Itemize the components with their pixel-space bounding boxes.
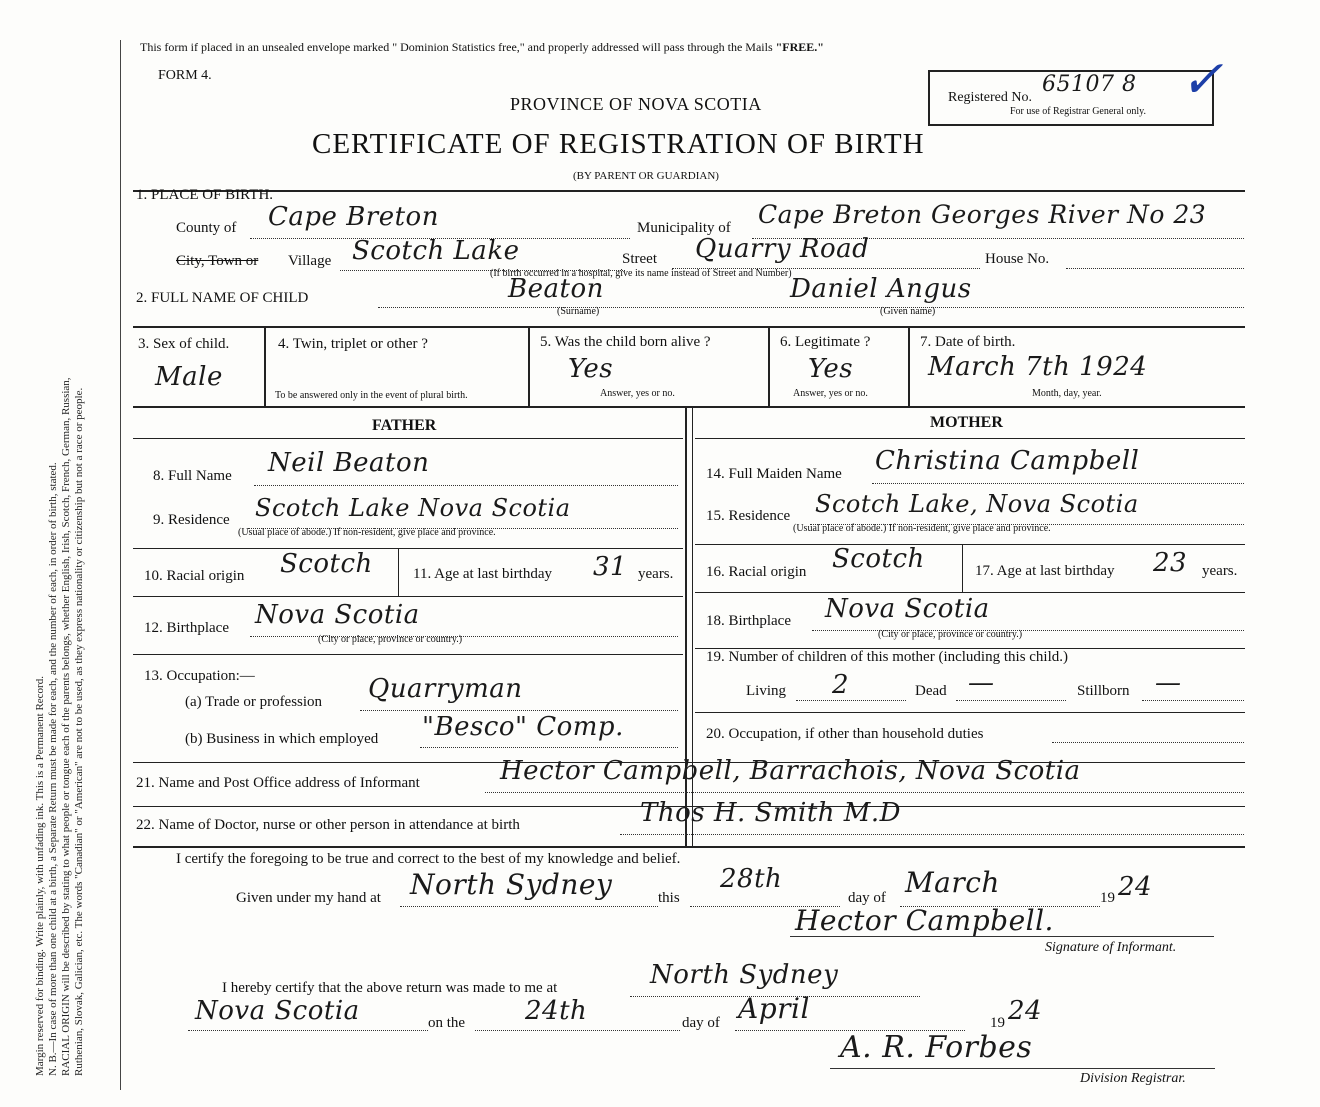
mother-occupation-label: 20. Occupation, if other than household duties	[706, 726, 984, 742]
registrar-on-label: on the	[428, 1015, 466, 1031]
legitimate-value: Yes	[808, 354, 854, 384]
registrar-place-2: Nova Scotia	[195, 996, 360, 1026]
registrar-text: I hereby certify that the above return was made to me at	[222, 980, 558, 996]
margin-line-4: Ruthenian, Slovak, Galician, etc. The words "Canadian" or "American" are not to be used, as they express nationality or citizenship but not a race or people.	[73, 387, 85, 1076]
certify-this-label: this	[658, 890, 680, 906]
street-label: Street	[622, 251, 657, 267]
mother-name-label: 14. Full Maiden Name	[706, 466, 842, 482]
father-residence-label: 9. Residence	[153, 512, 230, 528]
registrar-signature-label: Division Registrar.	[1080, 1071, 1186, 1086]
mother-race-label: 16. Racial origin	[706, 564, 807, 580]
dob-note: Month, day, year.	[1032, 388, 1102, 399]
place-of-birth-label: 1. PLACE OF BIRTH.	[136, 187, 274, 203]
father-age-value: 31	[593, 552, 628, 582]
twin-note: To be answered only in the event of plural birth.	[275, 390, 468, 401]
registrar-year: 24	[1008, 996, 1043, 1026]
mother-age-value: 23	[1153, 548, 1188, 578]
child-surname: Beaton	[508, 274, 604, 304]
child-given-name: Daniel Angus	[790, 274, 972, 304]
hospital-note: (If birth occurred in a hospital, give its name instead of Street and Number)	[490, 268, 792, 279]
stillborn-label: Stillborn	[1077, 683, 1130, 699]
mother-birthplace-value: Nova Scotia	[825, 594, 990, 624]
occupation-label: 13. Occupation:—	[144, 668, 255, 684]
postal-note: This form if placed in an unsealed envelope marked " Dominion Statistics free," and properly addressed will pass through the Mails "FREE."	[140, 40, 824, 54]
mother-age-label: 17. Age at last birthday	[975, 563, 1115, 579]
legitimate-note: Answer, yes or no.	[793, 388, 868, 399]
street-value: Quarry Road	[695, 234, 870, 264]
business-value: "Besco" Comp.	[422, 712, 624, 742]
informant-label: 21. Name and Post Office address of Informant	[136, 775, 420, 791]
mother-birthplace-note: (City or place, province or country.)	[878, 629, 1023, 640]
stillborn-value: —	[1155, 668, 1182, 698]
surname-note: (Surname)	[557, 306, 600, 317]
city-town-label: City, Town or	[176, 253, 259, 269]
check-mark-icon: ✓	[1180, 52, 1224, 109]
informant-value: Hector Campbell, Barrachois, Nova Scotia	[500, 756, 1081, 786]
form-number: FORM 4.	[158, 68, 212, 83]
father-birthplace-label: 12. Birthplace	[144, 620, 229, 636]
registrar-month: April	[738, 992, 810, 1025]
certify-month: March	[905, 866, 1000, 899]
father-race-value: Scotch	[280, 549, 373, 579]
father-name-value: Neil Beaton	[268, 448, 430, 478]
sex-value: Male	[155, 362, 223, 392]
mother-name-value: Christina Campbell	[875, 446, 1140, 476]
municipality-value: Cape Breton Georges River No 23	[758, 200, 1207, 229]
house-number-label: House No.	[985, 251, 1050, 267]
living-value: 2	[832, 670, 850, 700]
certify-year-prefix: 19	[1100, 890, 1115, 906]
margin-line-3: RACIAL ORIGIN will be described by stating to what people or tongue each of the parents belongs, whether English, Irish, Scotch, French, German, Russian,	[60, 377, 72, 1076]
dob-value: March 7th 1924	[928, 352, 1148, 382]
province-heading: PROVINCE OF NOVA SCOTIA	[510, 94, 762, 114]
informant-signature-label: Signature of Informant.	[1045, 940, 1177, 955]
certify-day-of-label: day of	[848, 890, 886, 906]
registrar-note: For use of Registrar General only.	[1010, 106, 1146, 117]
twin-label: 4. Twin, triplet or other ?	[278, 336, 428, 352]
village-value: Scotch Lake	[352, 236, 520, 266]
certify-text: I certify the foregoing to be true and correct to the best of my knowledge and belief.	[176, 851, 681, 867]
mother-race-value: Scotch	[832, 544, 925, 574]
father-residence-note: (Usual place of abode.) If non-resident, give place and province.	[238, 527, 496, 538]
certify-day: 28th	[720, 864, 783, 894]
legitimate-label: 6. Legitimate ?	[780, 334, 871, 350]
given-name-note: (Given name)	[880, 306, 936, 317]
registered-label: Registered No.	[948, 90, 1032, 105]
registered-number-box	[928, 70, 1214, 126]
certify-place: North Sydney	[410, 868, 613, 901]
dead-label: Dead	[915, 683, 947, 699]
registrar-year-prefix: 19	[990, 1015, 1005, 1031]
binding-margin-rule	[120, 40, 121, 1090]
born-alive-note: Answer, yes or no.	[600, 388, 675, 399]
child-name-label: 2. FULL NAME OF CHILD	[136, 290, 309, 306]
born-alive-label: 5. Was the child born alive ?	[540, 334, 711, 350]
father-heading: FATHER	[372, 417, 437, 434]
sex-label: 3. Sex of child.	[138, 336, 230, 352]
margin-notes	[34, 16, 86, 1076]
mother-residence-value: Scotch Lake, Nova Scotia	[815, 490, 1139, 518]
village-label: Village	[288, 253, 332, 269]
registrar-day-of-label: day of	[682, 1015, 720, 1031]
father-age-label: 11. Age at last birthday	[413, 566, 552, 582]
county-label: County of	[176, 220, 237, 236]
children-count-label: 19. Number of children of this mother (including this child.)	[706, 649, 1069, 665]
certify-year: 24	[1118, 872, 1153, 902]
trade-value: Quarryman	[368, 674, 523, 704]
registrar-signature: A. R. Forbes	[840, 1030, 1033, 1065]
dob-label: 7. Date of birth.	[920, 334, 1016, 350]
mother-years-label: years.	[1202, 563, 1238, 579]
business-label: (b) Business in which employed	[185, 731, 379, 747]
margin-line-2: N. B.—In case of more than one child at a birth, a Separate Return must be made for each, and the number of each, in order of birth, stated.	[47, 462, 59, 1076]
father-name-label: 8. Full Name	[153, 468, 232, 484]
informant-signature: Hector Campbell.	[795, 904, 1054, 937]
registered-number: 65107 8	[1042, 72, 1137, 97]
dead-value: —	[968, 668, 995, 698]
mother-birthplace-label: 18. Birthplace	[706, 613, 791, 629]
father-birthplace-value: Nova Scotia	[255, 600, 420, 630]
certificate-title: CERTIFICATE OF REGISTRATION OF BIRTH	[312, 128, 925, 160]
given-under-label: Given under my hand at	[236, 890, 381, 906]
mother-heading: MOTHER	[930, 414, 1003, 431]
trade-label: (a) Trade or profession	[185, 694, 323, 710]
mother-residence-label: 15. Residence	[706, 508, 791, 524]
doctor-value: Thos H. Smith M.D	[640, 798, 902, 828]
father-years-label: years.	[638, 566, 674, 582]
mother-residence-note: (Usual place of abode.) If non-resident, give place and province.	[793, 523, 1051, 534]
registrar-day: 24th	[525, 996, 588, 1026]
rule-top	[133, 190, 1245, 192]
father-residence-value: Scotch Lake Nova Scotia	[255, 494, 571, 522]
father-birthplace-note: (City or place, province or country.)	[318, 634, 463, 645]
doctor-label: 22. Name of Doctor, nurse or other person in attendance at birth	[136, 817, 520, 833]
municipality-label: Municipality of	[637, 220, 731, 236]
registrar-place-1: North Sydney	[650, 960, 839, 990]
margin-line-1: Margin reserved for binding. Write plainly, with unfading ink. This is a Permanent Record.	[34, 676, 46, 1076]
certificate-subtitle: (BY PARENT OR GUARDIAN)	[573, 170, 719, 182]
born-alive-value: Yes	[568, 354, 614, 384]
father-race-label: 10. Racial origin	[144, 568, 245, 584]
county-value: Cape Breton	[268, 202, 439, 232]
living-label: Living	[746, 683, 786, 699]
